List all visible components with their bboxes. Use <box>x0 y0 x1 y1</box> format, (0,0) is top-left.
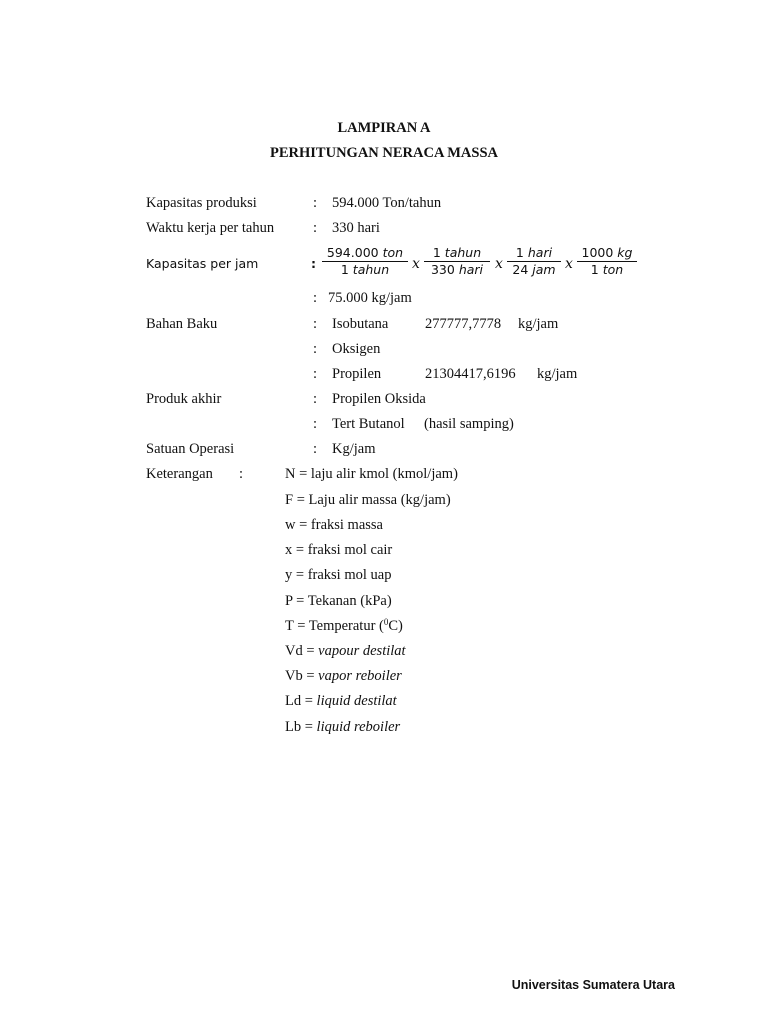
raw-material-amount: 21304417,6196 <box>425 366 516 382</box>
legend-item: y = fraksi mol uap <box>285 567 392 583</box>
value-waktu-kerja: 330 hari <box>332 220 380 236</box>
raw-material-unit: kg/jam <box>537 366 578 382</box>
legend-item: F = Laju alir massa (kg/jam) <box>285 492 451 508</box>
fraction-1 <box>322 245 408 278</box>
fraction-3 <box>507 245 561 278</box>
colon: : <box>313 341 318 357</box>
fraction-numerator: 1 tahun <box>424 245 490 262</box>
colon: : <box>239 466 244 482</box>
legend-item: N = laju alir kmol (kmol/jam) <box>285 466 458 482</box>
colon: : <box>313 220 318 236</box>
legend-item: Vd = vapour destilat <box>285 643 406 659</box>
fraction-2 <box>424 245 490 278</box>
colon: : <box>313 316 318 332</box>
fraction-denominator: 1 tahun <box>340 262 390 277</box>
raw-material-unit: kg/jam <box>518 316 559 332</box>
label-waktu-kerja: Waktu kerja per tahun <box>146 220 275 236</box>
raw-material-amount: 277777,7778 <box>425 316 502 332</box>
legend-item: Vb = vapor reboiler <box>285 668 402 684</box>
colon: : <box>313 366 318 382</box>
fraction-denominator: 1 ton <box>590 262 624 277</box>
footer-university: Universitas Sumatera Utara <box>511 978 675 992</box>
multiply-sign: x <box>565 256 573 272</box>
colon: : <box>313 441 318 457</box>
legend-item: P = Tekanan (kPa) <box>285 593 392 609</box>
raw-material-name: Isobutana <box>332 316 389 332</box>
label-satuan-operasi: Satuan Operasi <box>146 441 235 457</box>
label-kapasitas-produksi: Kapasitas produksi <box>146 195 257 211</box>
colon: : <box>313 391 318 407</box>
label-bahan-baku: Bahan Baku <box>146 316 218 332</box>
colon: : <box>311 256 316 271</box>
raw-material-name: Oksigen <box>332 341 381 357</box>
raw-material-name: Propilen <box>332 366 382 382</box>
value-kapasitas-produksi: 594.000 Ton/tahun <box>332 195 442 211</box>
multiply-sign: x <box>412 256 420 272</box>
colon: : <box>313 290 318 306</box>
value-kapasitas-per-jam: 75.000 kg/jam <box>328 290 412 306</box>
label-produk-akhir: Produk akhir <box>146 391 222 407</box>
appendix-title: LAMPIRAN A <box>337 120 431 136</box>
label-kapasitas-per-jam: Kapasitas per jam <box>146 256 259 271</box>
fraction-4 <box>577 245 637 278</box>
multiply-sign: x <box>495 256 503 272</box>
legend-item: Ld = liquid destilat <box>285 693 397 709</box>
fraction-denominator: 330 hari <box>430 262 484 277</box>
fraction-numerator: 1 hari <box>507 245 561 262</box>
colon: : <box>313 195 318 211</box>
legend-item: x = fraksi mol cair <box>285 542 393 558</box>
colon: : <box>313 416 318 432</box>
value-satuan-operasi: Kg/jam <box>332 441 376 457</box>
product-note: (hasil samping) <box>424 416 514 432</box>
legend-item: w = fraksi massa <box>285 517 383 533</box>
product-name: Propilen Oksida <box>332 391 426 407</box>
legend-item: Lb = liquid reboiler <box>285 719 401 735</box>
fraction-numerator: 594.000 ton <box>322 245 408 262</box>
fraction-numerator: 1000 kg <box>577 245 637 262</box>
legend-item: T = Temperatur ($^0$C) <box>285 617 403 634</box>
product-name: Tert Butanol <box>332 416 405 432</box>
label-keterangan: Keterangan <box>146 466 213 482</box>
fraction-denominator: 24 jam <box>512 262 556 277</box>
appendix-subtitle: PERHITUNGAN NERACA MASSA <box>270 145 498 161</box>
